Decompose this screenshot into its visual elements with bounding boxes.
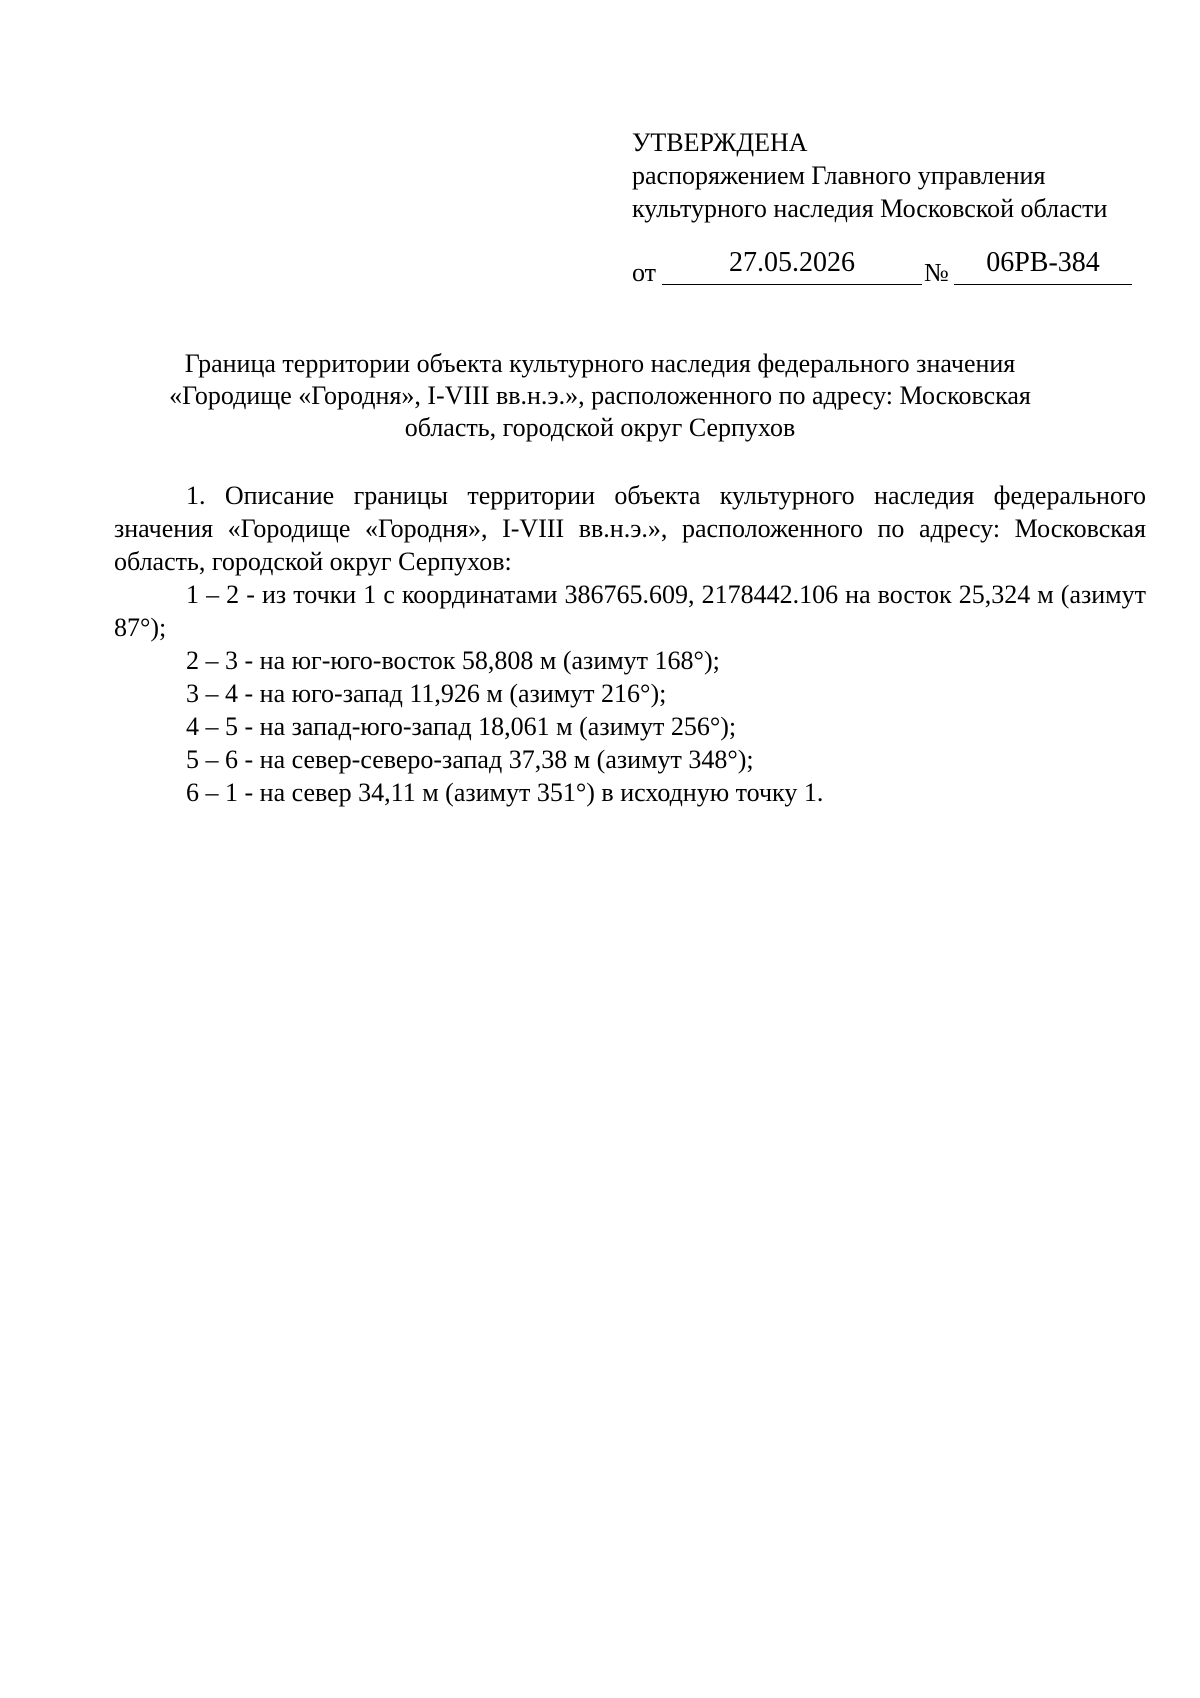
approval-authority-line-2: культурного наследия Московской области [632, 194, 1108, 223]
boundary-segment: 5 – 6 - на север-северо-запад 37,38 м (азимут 348°); [186, 745, 754, 774]
boundary-segment: 6 – 1 - на север 34,11 м (азимут 351°) в исходную точку 1. [186, 778, 824, 807]
boundary-segment: 3 – 4 - на юго-запад 11,926 м (азимут 216°); [186, 679, 667, 708]
title-line-3: область, городской округ Серпухов [404, 413, 796, 442]
description-intro: 1. Описание границы территории объекта культурного наследия федерального значения «Городище «Городня», I-VIII вв.н.э.», расположенного по адресу: Московская область, городской округ Серпухов: [114, 481, 1146, 576]
boundary-segment: 1 – 2 - из точки 1 с координатами 386765.609, 2178442.106 на восток 25,324 м (азимут 87°); [114, 580, 1146, 642]
order-date: 27.05.2026 [662, 248, 922, 285]
approval-heading: УТВЕРЖДЕНА [632, 128, 808, 157]
approval-stamp [632, 126, 1172, 225]
document-title [140, 348, 1060, 444]
approval-authority-line-1: распоряжением Главного управления [632, 161, 1046, 190]
boundary-segment: 2 – 3 - на юг-юго-восток 58,808 м (азимут 168°); [186, 646, 720, 675]
title-line-1: Граница территории объекта культурного наследия федерального значения [184, 349, 1016, 378]
title-line-2: «Городище «Городня», I-VIII вв.н.э.», расположенного по адресу: Московская [169, 381, 1031, 410]
order-number-label: № [924, 258, 949, 287]
order-from-label: от [632, 258, 657, 287]
order-number: 06РВ-384 [954, 248, 1132, 285]
boundary-description [114, 479, 1146, 809]
order-reference [632, 248, 1132, 288]
boundary-segment: 4 – 5 - на запад-юго-запад 18,061 м (азимут 256°); [186, 712, 737, 741]
